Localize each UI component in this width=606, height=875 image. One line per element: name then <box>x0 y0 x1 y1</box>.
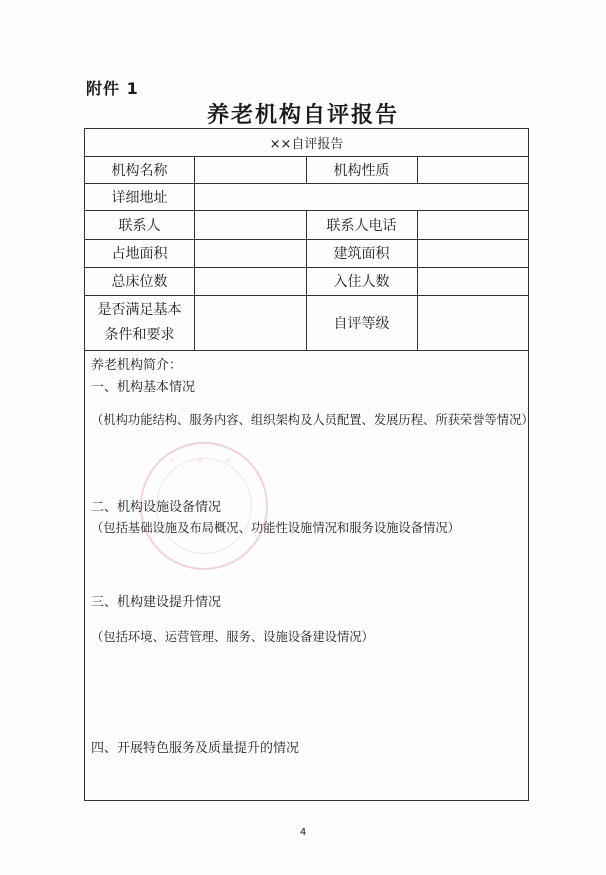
label-meets-requirements-line1: 是否满足基本 <box>97 301 182 318</box>
label-address: 详细地址 <box>111 189 168 206</box>
field-institution-name[interactable] <box>194 156 306 183</box>
faded-seal-stamp: ◦ ◦ ◦ <box>140 442 268 570</box>
label-land-area: 占地面积 <box>111 246 168 262</box>
field-land-area[interactable] <box>194 239 306 267</box>
section-3-heading: 三、机构建设提升情况 <box>91 595 222 610</box>
section-2-note: （包括基础设施及布局概况、功能性设施情况和服务设施设备情况） <box>91 521 460 535</box>
label-institution-type: 机构性质 <box>333 162 390 179</box>
section-3-note: （包括环境、运营管理、服务、设施设备建设情况） <box>91 630 374 644</box>
page-number: 4 <box>299 827 307 838</box>
field-meets-requirements[interactable] <box>194 295 306 350</box>
label-residents: 入住人数 <box>333 274 390 290</box>
field-total-beds[interactable] <box>194 267 306 295</box>
section-4-heading: 四、开展特色服务及质量提升的情况 <box>91 741 300 756</box>
label-total-beds: 总床位数 <box>111 274 168 290</box>
field-institution-type[interactable] <box>417 156 528 183</box>
field-self-rating[interactable] <box>417 295 528 350</box>
form-header: ××自评报告 <box>269 137 344 152</box>
label-building-area: 建筑面积 <box>333 246 390 262</box>
section-1-heading: 一、机构基本情况 <box>91 380 196 395</box>
label-self-rating: 自评等级 <box>333 315 390 332</box>
intro-label: 养老机构简介： <box>91 358 183 373</box>
field-contact-phone[interactable] <box>417 210 528 239</box>
document-title: 养老机构自评报告 <box>206 102 399 128</box>
label-contact-phone: 联系人电话 <box>326 217 397 234</box>
label-meets-requirements <box>85 295 194 350</box>
label-contact: 联系人 <box>118 217 161 234</box>
field-residents[interactable] <box>417 267 528 295</box>
field-contact[interactable] <box>194 210 306 239</box>
section-1-note: （机构功能结构、服务内容、组织架构及人员配置、发展历程、所获荣誉等情况） <box>91 413 534 427</box>
field-address[interactable] <box>194 183 528 210</box>
field-building-area[interactable] <box>417 239 528 267</box>
attachment-label: 附件 1 <box>86 79 139 98</box>
label-meets-requirements-line2: 条件和要求 <box>104 326 175 343</box>
section-2-heading: 二、机构设施设备情况 <box>91 500 222 515</box>
label-institution-name: 机构名称 <box>111 162 168 179</box>
